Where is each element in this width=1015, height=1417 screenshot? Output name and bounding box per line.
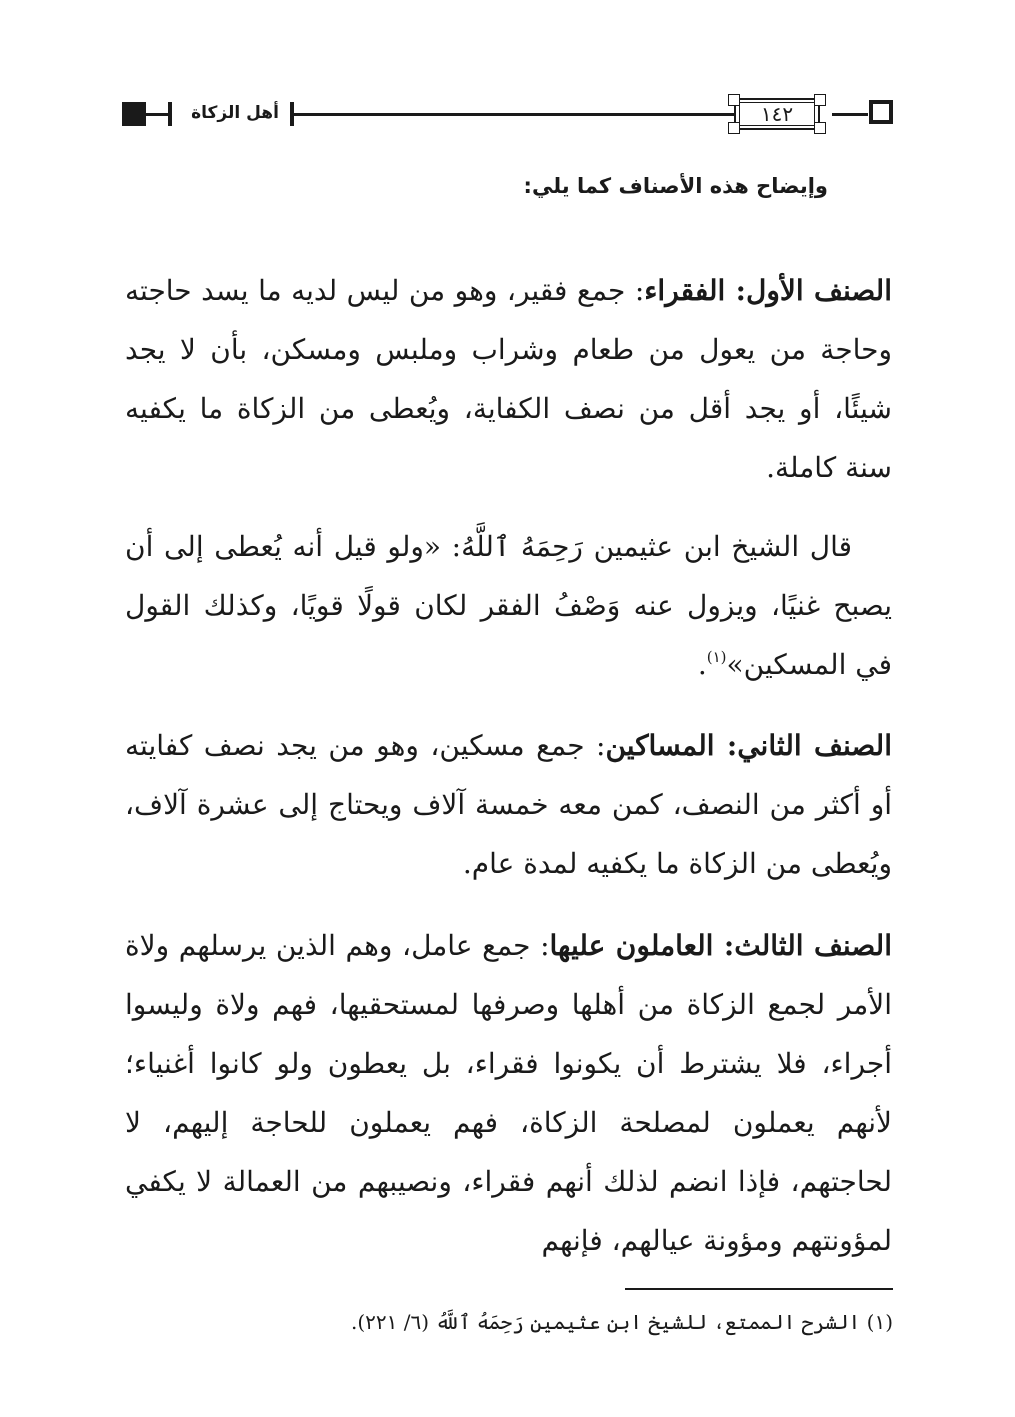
page-number: ١٤٢ bbox=[760, 102, 794, 126]
category-heading: الصنف الأول: الفقراء bbox=[644, 274, 892, 307]
paragraph-workers bbox=[125, 916, 892, 1270]
page-number-frame bbox=[724, 96, 830, 132]
category-heading: الصنف الثالث: العاملون عليها bbox=[549, 929, 892, 962]
paragraph-text: : جمع عامل، وهم الذين يرسلهم ولاة الأمر لجمع الزكاة من أهلها وصرفها لمستحقيها، فهم ولاة وليسوا أجراء، فلا يشترط أن يكونوا فقراء، بل يعطون ولو كانوا أغنياء؛ لأنهم يعملون لمصلحة الزكاة، فهم يعملون للحاجة إليهم، لا لحاجتهم، فإذا انضم لذلك أنهم فقراء، ونصيبهم من العمالة لا يكفي لمؤونتهم ومؤونة عيالهم، فإنهم bbox=[125, 929, 892, 1257]
paragraph-needy bbox=[125, 716, 892, 893]
footnote-reference[interactable]: (١) bbox=[706, 648, 727, 666]
book-title: أهل الزكاة bbox=[191, 103, 279, 123]
header-rule bbox=[294, 113, 736, 116]
footnote-divider bbox=[625, 1288, 893, 1290]
paragraph-text: : جمع فقير، وهو من ليس لديه ما يسد حاجته وحاجة من يعول من طعام وشراب وملبس ومسكن، بأن لا يجد شيئًا، أو يجد أقل من نصف الكفاية، ويُعطى من الزكاة ما يكفيه سنة كاملة. bbox=[125, 274, 892, 484]
header-bar bbox=[168, 102, 172, 126]
footnote: (١) الشرح الممتع، للشيخ ابن عثيمين رَحِمَهُ ٱللَّهُ (٦/ ٢٢١). bbox=[350, 1310, 893, 1334]
paragraph-quote: قال الشيخ ابن عثيمين رَحِمَهُ ٱللَّهُ: «ولو قيل أنه يُعطى إلى أن يصبح غنيًا، ويزول عنه وَصْفُ الفقر لكان قولًا قويًا، وكذلك القول في المسكين»$^{(١)}$. bbox=[125, 530, 892, 681]
header-rule-left-short bbox=[146, 113, 168, 116]
quote-text: قال الشيخ ابن عثيمين رَحِمَهُ ٱللَّهُ: «ولو قيل أنه يُعطى إلى أن يصبح غنيًا، ويزول عنه وَصْفُ الفقر لكان قولًا قويًا، وكذلك القول في المسكين» bbox=[125, 530, 892, 681]
paragraph-poor bbox=[125, 261, 892, 497]
category-heading: الصنف الثاني: المساكين bbox=[605, 729, 892, 762]
paragraph-text: : جمع مسكين، وهو من يجد نصف كفايته أو أكثر من النصف، كمن معه خمسة آلاف ويحتاج إلى عشرة آلاف، ويُعطى من الزكاة ما يكفيه لمدة عام. bbox=[125, 729, 892, 880]
section-intro: وإيضاح هذه الأصناف كما يلي: bbox=[523, 174, 828, 198]
header-right-square bbox=[869, 100, 893, 124]
header-left-square bbox=[122, 102, 146, 126]
page-header bbox=[120, 96, 895, 134]
header-rule-right bbox=[832, 113, 868, 116]
